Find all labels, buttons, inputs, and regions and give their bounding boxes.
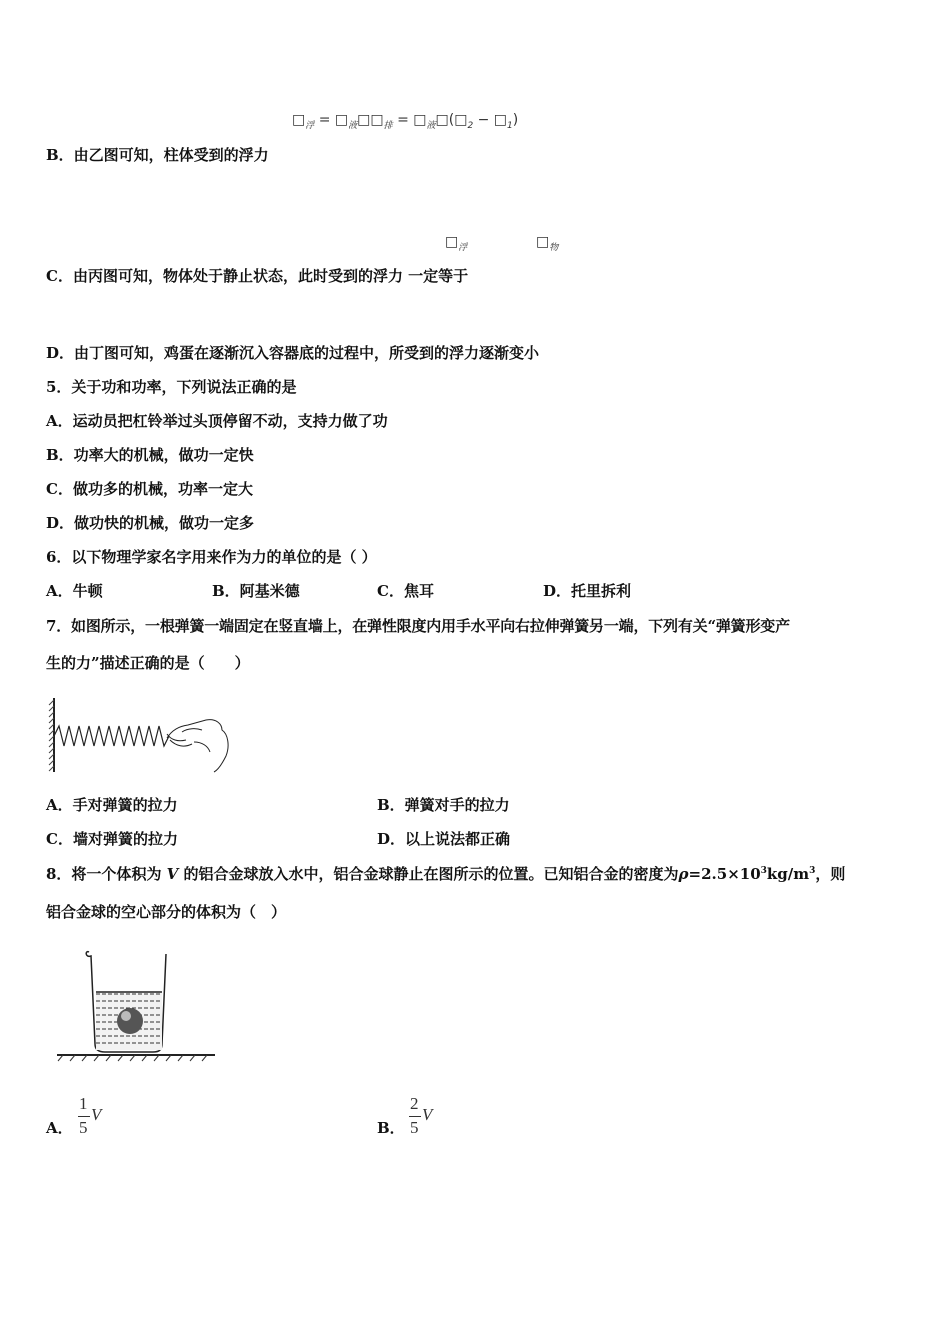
q6-option-d: D．托里拆利 (543, 582, 632, 600)
fraction-numerator: 1 (79, 1094, 88, 1113)
formula-symbol: □ (334, 112, 349, 128)
formula-subscript: 液 (426, 121, 436, 131)
q4-option-c: C．由丙图可知，物体处于静止状态，此时受到的浮力 一定等于 (46, 267, 469, 285)
formula-subscript: 1 (507, 121, 513, 131)
q6-option-c: C．焦耳 (377, 582, 434, 600)
q6-stem: 6．以下物理学家名字用来作为力的单位的是（ ） (46, 548, 377, 566)
formula-buoyancy (292, 112, 519, 131)
q5-option-b: B．功率大的机械，做功一定快 (46, 446, 254, 464)
q5-option-a: A．运动员把杠铃举过头顶停留不动，支持力做了功 (46, 412, 388, 430)
q8-stem-line1 (46, 864, 845, 884)
fraction-variable: V (91, 1105, 102, 1124)
q8-density-value: =2.5×10 (688, 865, 761, 883)
q8-stem-text: 的铝合金球放入水中，铝合金球静止在图所示的位置。已知铝合金的密度为 (178, 865, 679, 883)
formula-subscript: 2 (467, 121, 474, 131)
q8-rho-symbol: ρ (678, 865, 689, 883)
q8-stem-line2: 铝合金球的空心部分的体积为（ ） (46, 903, 287, 921)
q8-volume-symbol: V (166, 865, 179, 883)
q4-option-b: B．由乙图可知，柱体受到的浮力 (46, 146, 269, 164)
q6-option-a: A．牛顿 (46, 582, 103, 600)
q7-option-c: C．墙对弹簧的拉力 (46, 830, 178, 848)
formula-equals: = (397, 112, 409, 128)
fraction-denominator: 5 (79, 1118, 88, 1137)
formula-symbol: □□ (357, 112, 384, 128)
fraction-variable: V (422, 1105, 433, 1124)
formula-subscript: 浮 (305, 121, 315, 131)
fraction-denominator: 5 (410, 1118, 419, 1137)
formula-equals: = (318, 112, 331, 128)
beaker-figure (55, 944, 217, 1064)
q7-stem-line1: 7．如图所示，一根弹簧一端固定在竖直墙上，在弹性限度内用手水平向右拉伸弹簧另一端，下列有关“弹簧形变产 (46, 617, 790, 635)
q7-option-a: A．手对弹簧的拉力 (46, 796, 178, 814)
q5-option-c: C．做功多的机械，功率一定大 (46, 480, 253, 498)
q8-unit-exponent: 3 (809, 866, 816, 876)
q8-stem-text: 8．将一个体积为 (46, 865, 167, 883)
q8-option-b-label: B． (377, 1119, 405, 1137)
formula-symbol: □(□ (435, 112, 468, 128)
formula-c-left (445, 234, 468, 253)
fraction-numerator: 2 (410, 1094, 419, 1113)
formula-symbol: □ (536, 234, 550, 250)
q6-option-b: B．阿基米德 (212, 582, 300, 600)
q7-option-d: D．以上说法都正确 (377, 830, 511, 848)
spring-figure (46, 694, 236, 776)
formula-symbol: □ (445, 234, 459, 250)
formula-symbol: − □ (473, 112, 508, 128)
q8-stem-text: ，则 (815, 865, 846, 883)
q8-density-exponent: 3 (760, 866, 767, 876)
q4-option-d: D．由丁图可知，鸡蛋在逐渐沉入容器底的过程中，所受到的浮力逐渐变小 (46, 344, 540, 362)
q5-stem: 5．关于功和功率，下列说法正确的是 (46, 378, 297, 396)
fraction-bar (409, 1116, 421, 1117)
q5-option-d: D．做功快的机械，做功一定多 (46, 514, 255, 532)
formula-subscript: 浮 (458, 243, 468, 253)
q7-option-b: B．弹簧对手的拉力 (377, 796, 510, 814)
formula-symbol: □ (413, 112, 427, 128)
formula-subscript: 物 (549, 243, 559, 253)
q8-option-a-label: A． (46, 1119, 73, 1137)
formula-symbol: □ (292, 112, 306, 128)
fraction-bar (78, 1116, 90, 1117)
formula-symbol: ) (512, 112, 519, 128)
formula-c-right (536, 234, 559, 253)
formula-subscript: 液 (348, 121, 358, 131)
q7-stem-line2: 生的力”描述正确的是（ ） (46, 654, 250, 672)
formula-subscript: 排 (383, 121, 393, 131)
q8-density-unit: kg/m (766, 865, 810, 883)
